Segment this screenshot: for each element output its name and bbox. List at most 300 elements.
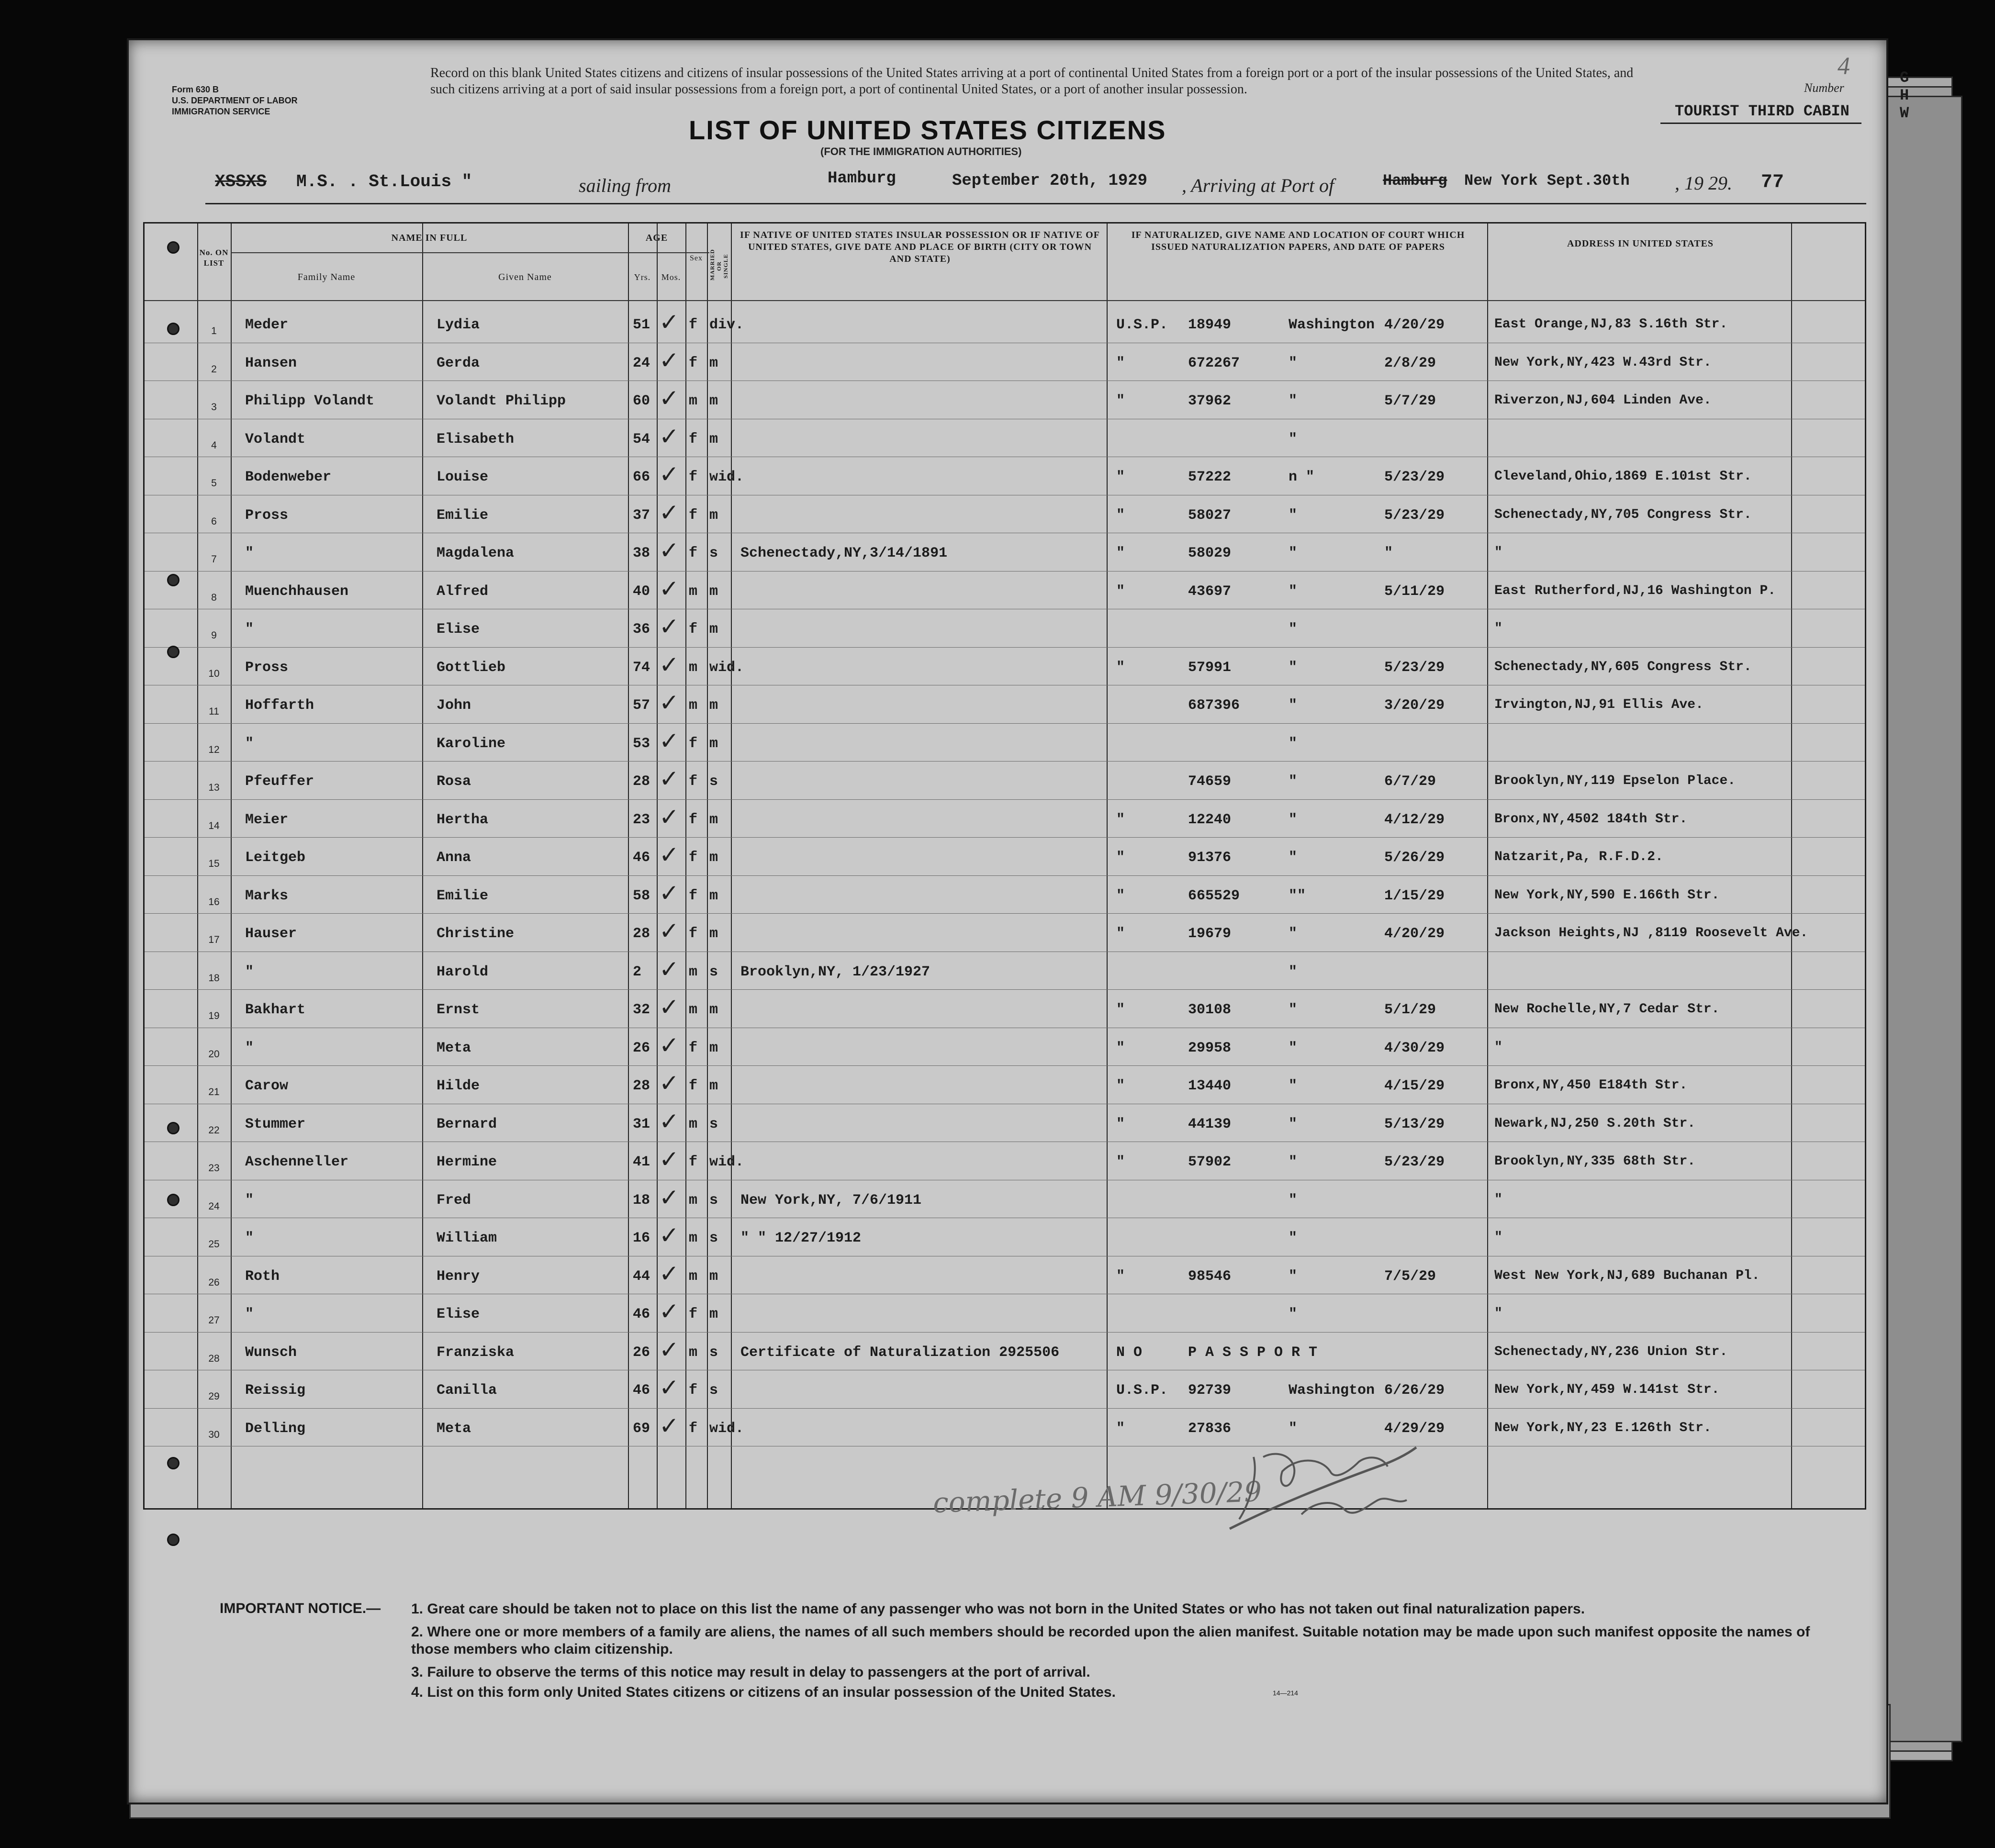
address: Cleveland,Ohio,1869 E.101st Str. — [1494, 469, 1752, 484]
paper-date: 4/20/29 — [1384, 317, 1445, 333]
passport-prefix: " — [1116, 545, 1125, 561]
header-age: AGE — [645, 233, 668, 243]
age-years: 53 — [633, 735, 650, 752]
address: Brooklyn,NY,335 68th Str. — [1494, 1154, 1696, 1169]
address: Newark,NJ,250 S.20th Str. — [1494, 1116, 1696, 1131]
age-years: 18 — [633, 1192, 650, 1209]
birth-place: Schenectady,NY,3/14/1891 — [740, 545, 948, 561]
sex: m — [689, 1116, 698, 1132]
check-mark-icon: ✓ — [659, 955, 679, 983]
row-number: 30 — [208, 1429, 220, 1440]
marital-status: m — [709, 1268, 718, 1285]
passport-prefix: " — [1116, 583, 1125, 600]
paper-date: 5/23/29 — [1384, 1154, 1445, 1170]
header-yrs: Yrs. — [634, 272, 651, 282]
passport-prefix: U.S.P. — [1116, 1382, 1168, 1399]
number-label: Number — [1804, 81, 1844, 95]
passport-prefix: U.S.P. — [1116, 317, 1168, 333]
passport-prefix: " — [1116, 811, 1125, 828]
passport-prefix: " — [1116, 659, 1125, 676]
header-sex: Sex — [690, 254, 703, 262]
paper-date: 5/26/29 — [1384, 850, 1445, 866]
check-mark-icon: ✓ — [659, 1031, 679, 1059]
family-name: Roth — [245, 1268, 280, 1285]
family-name: Reissig — [245, 1382, 306, 1399]
row-number: 21 — [208, 1086, 220, 1098]
voyage-rule — [205, 203, 1866, 204]
paper-date: 6/26/29 — [1384, 1382, 1445, 1399]
given-name: Henry — [437, 1268, 480, 1285]
number-value: G H W — [1900, 69, 1909, 122]
check-mark-icon: ✓ — [659, 1298, 679, 1325]
passport-number: 29958 — [1188, 1040, 1232, 1056]
passport-number: 30108 — [1188, 1002, 1232, 1018]
punch-hole — [167, 241, 179, 254]
page-title: LIST OF UNITED STATES CITIZENS — [689, 115, 1166, 145]
sex: f — [689, 850, 698, 866]
sex: f — [689, 1040, 698, 1056]
row-number: 2 — [211, 363, 217, 375]
given-name: Anna — [437, 850, 471, 866]
address: Bronx,NY,450 E184th Str. — [1494, 1078, 1688, 1093]
court-location: " — [1289, 735, 1298, 752]
marital-status: m — [709, 393, 718, 409]
address: New York,NY,423 W.43rd Str. — [1494, 355, 1712, 370]
check-mark-icon: ✓ — [659, 422, 679, 450]
row-number: 23 — [208, 1163, 220, 1174]
row-number: 14 — [208, 820, 220, 831]
family-name: Marks — [245, 887, 289, 904]
page-number: 77 — [1761, 172, 1784, 193]
check-mark-icon: ✓ — [659, 1107, 679, 1135]
check-mark-icon: ✓ — [659, 841, 679, 869]
row-number: 26 — [208, 1277, 220, 1288]
paper-date: 4/15/29 — [1384, 1078, 1445, 1094]
family-name: " — [245, 621, 254, 638]
paper-date: " — [1384, 545, 1393, 561]
family-name: Pross — [245, 507, 289, 524]
sex: m — [689, 583, 698, 600]
court-location: " — [1289, 1040, 1298, 1056]
row-rule — [145, 647, 1865, 648]
punch-hole — [167, 323, 179, 335]
address: New York,NY,590 E.166th Str. — [1494, 887, 1720, 903]
sex: m — [689, 963, 698, 980]
family-name: " — [245, 1040, 254, 1056]
given-name: Hertha — [437, 811, 489, 828]
check-mark-icon: ✓ — [659, 346, 679, 374]
passport-number: 19679 — [1188, 926, 1232, 942]
column-rule — [707, 224, 708, 1508]
passport-prefix: " — [1116, 1116, 1125, 1132]
address: New York,NY,23 E.126th Str. — [1494, 1420, 1712, 1435]
record-instructions: Record on this blank United States citizens and citizens of insular possessions of the United States arriving at a port of continental United States from a foreign port or a port of the insular possessions of the United States, and such citizens arriving at a port of said insular possessions from a foreign port, a port of continental United States, or a port of another insular possession. — [430, 66, 1634, 97]
marital-status: m — [709, 355, 718, 371]
court-location: " — [1289, 621, 1298, 638]
passport-prefix: " — [1116, 393, 1125, 409]
age-years: 41 — [633, 1154, 650, 1170]
address: Schenectady,NY,705 Congress Str. — [1494, 507, 1752, 522]
given-name: Harold — [437, 963, 489, 980]
address: Riverzon,NJ,604 Linden Ave. — [1494, 393, 1712, 408]
given-name: Canilla — [437, 1382, 497, 1399]
completion-note: complete 9 AM 9/30/29 — [932, 1475, 1263, 1519]
cabin-underline — [1660, 123, 1861, 124]
address: " — [1494, 1230, 1502, 1245]
age-years: 28 — [633, 926, 650, 942]
marital-status: m — [709, 697, 718, 714]
family-name: " — [245, 1192, 254, 1209]
passport-number: 92739 — [1188, 1382, 1232, 1399]
passport-prefix: " — [1116, 850, 1125, 866]
row-number: 8 — [211, 592, 217, 603]
age-years: 46 — [633, 850, 650, 866]
marital-status: m — [709, 735, 718, 752]
row-rule — [145, 913, 1865, 914]
sex: f — [689, 469, 698, 485]
address: Natzarit,Pa, R.F.D.2. — [1494, 850, 1663, 864]
marital-status: s — [709, 1192, 718, 1209]
passport-number: 74659 — [1188, 773, 1232, 790]
column-rule — [422, 224, 423, 1508]
given-name: Alfred — [437, 583, 489, 600]
court-location: " — [1289, 583, 1298, 600]
age-years: 28 — [633, 773, 650, 790]
sex: m — [689, 1192, 698, 1209]
passport-number: 27836 — [1188, 1420, 1232, 1437]
row-number: 17 — [208, 934, 220, 945]
marital-status: m — [709, 621, 718, 638]
given-name: Karoline — [437, 735, 506, 752]
age-years: 24 — [633, 355, 650, 371]
row-rule — [145, 761, 1865, 762]
age-years: 26 — [633, 1344, 650, 1361]
form-code: 14—214 — [1273, 1689, 1298, 1697]
address: East Rutherford,NJ,16 Washington P. — [1494, 583, 1776, 598]
address: Bronx,NY,4502 184th Str. — [1494, 811, 1688, 827]
family-name: " — [245, 1230, 254, 1246]
notice-item: 2. Where one or more members of a family are aliens, the names of all such members should be recorded upon the alien manifest. Suitable notation may be made upon such manifest opposite the names of those members who claim citizenship. — [411, 1624, 1810, 1657]
court-location: " — [1289, 659, 1298, 676]
given-name: Magdalena — [437, 545, 515, 561]
family-name: Carow — [245, 1078, 289, 1094]
birth-place: Brooklyn,NY, 1/23/1927 — [740, 963, 930, 980]
court-location: Washington — [1289, 1382, 1375, 1399]
family-name: Delling — [245, 1420, 306, 1437]
row-number: 25 — [208, 1239, 220, 1250]
passport-number: 672267 — [1188, 355, 1240, 371]
given-name: Hermine — [437, 1154, 497, 1170]
paper-date: 6/7/29 — [1384, 773, 1436, 790]
passport-prefix: " — [1116, 469, 1125, 485]
passport-number: 665529 — [1188, 887, 1240, 904]
family-name: " — [245, 1306, 254, 1322]
row-number: 12 — [208, 744, 220, 755]
sex: f — [689, 621, 698, 638]
header-no: No. ON LIST — [199, 248, 229, 268]
marital-status: m — [709, 507, 718, 524]
row-number: 20 — [208, 1048, 220, 1060]
notice-heading: IMPORTANT NOTICE.— — [220, 1601, 381, 1616]
passport-number: 44139 — [1188, 1116, 1232, 1132]
given-name: Volandt Philipp — [437, 393, 566, 409]
check-mark-icon: ✓ — [659, 803, 679, 831]
age-years: 28 — [633, 1078, 650, 1094]
family-name: " — [245, 545, 254, 561]
passport-number: 43697 — [1188, 583, 1232, 600]
check-mark-icon: ✓ — [659, 460, 679, 488]
court-location: " — [1289, 507, 1298, 524]
row-number: 18 — [208, 972, 220, 984]
passport-number: 57991 — [1188, 659, 1232, 676]
court-location: " — [1289, 1306, 1298, 1322]
header-family-name: Family Name — [297, 272, 356, 282]
court-location: Washington — [1289, 317, 1375, 333]
sex: f — [689, 507, 698, 524]
paper-date: 2/8/29 — [1384, 355, 1436, 371]
marital-status: m — [709, 431, 718, 448]
check-mark-icon: ✓ — [659, 917, 679, 945]
passenger-table — [143, 222, 1866, 1510]
family-name: Leitgeb — [245, 850, 306, 866]
age-years: 51 — [633, 317, 650, 333]
marital-status: s — [709, 773, 718, 790]
family-name: Volandt — [245, 431, 306, 448]
address: Irvington,NJ,91 Ellis Ave. — [1494, 697, 1704, 712]
age-years: 66 — [633, 469, 650, 485]
sex: f — [689, 1382, 698, 1399]
notice-item: 1. Great care should be taken not to place on this list the name of any passenger who was not born in the United States or who has not taken out final naturalization papers. — [411, 1601, 1585, 1617]
court-location: " — [1289, 850, 1298, 866]
marital-status: m — [709, 1306, 718, 1322]
passport-number: 687396 — [1188, 697, 1240, 714]
row-number: 15 — [208, 858, 220, 869]
check-mark-icon: ✓ — [659, 1145, 679, 1173]
page-subtitle: (FOR THE IMMIGRATION AUTHORITIES) — [820, 146, 1022, 157]
address: New York,NY,459 W.141st Str. — [1494, 1382, 1720, 1397]
passport-number: 58029 — [1188, 545, 1232, 561]
row-number: 27 — [208, 1315, 220, 1326]
marital-status: m — [709, 926, 718, 942]
sex: f — [689, 773, 698, 790]
age-years: 2 — [633, 963, 642, 980]
given-name: Lydia — [437, 317, 480, 333]
given-name: Elise — [437, 1306, 480, 1322]
row-number: 24 — [208, 1200, 220, 1212]
court-location: " — [1289, 926, 1298, 942]
given-name: Louise — [437, 469, 489, 485]
header-birth: IF NATIVE OF UNITED STATES INSULAR POSSESSION OR IF NATIVE OF UNITED STATES, GIVE DATE AND PLACE OF BIRTH (CITY OR TOWN AND STATE) — [740, 230, 1100, 264]
row-rule — [145, 799, 1865, 800]
punch-hole — [167, 1457, 179, 1469]
check-mark-icon: ✓ — [659, 537, 679, 564]
court-location: " — [1289, 1078, 1298, 1094]
passport-number: 12240 — [1188, 811, 1232, 828]
manifest-sheet — [127, 38, 1909, 1804]
age-years: 60 — [633, 393, 650, 409]
sex: m — [689, 1344, 698, 1361]
age-years: 54 — [633, 431, 650, 448]
given-name: Bernard — [437, 1116, 497, 1132]
given-name: Ernst — [437, 1002, 480, 1018]
address: " — [1494, 621, 1502, 636]
age-years: 69 — [633, 1420, 650, 1437]
row-rule — [145, 1408, 1865, 1409]
paper-date: 5/7/29 — [1384, 393, 1436, 409]
family-name: Meier — [245, 811, 289, 828]
column-rule — [1107, 224, 1108, 1508]
age-years: 16 — [633, 1230, 650, 1246]
family-name: Philipp Volandt — [245, 393, 375, 409]
address: West New York,NJ,689 Buchanan Pl. — [1494, 1268, 1760, 1283]
punch-hole — [167, 1534, 179, 1546]
row-number: 29 — [208, 1391, 220, 1402]
row-rule — [145, 1332, 1865, 1333]
row-number: 19 — [208, 1010, 220, 1021]
marital-status: m — [709, 583, 718, 600]
given-name: Emilie — [437, 887, 489, 904]
row-rule — [145, 723, 1865, 724]
row-number: 7 — [211, 554, 217, 565]
marital-status: m — [709, 811, 718, 828]
age-years: 44 — [633, 1268, 650, 1285]
given-name: Meta — [437, 1040, 471, 1056]
check-mark-icon: ✓ — [659, 1335, 679, 1364]
court-location: " — [1289, 1192, 1298, 1209]
arrival-port-struck: Hamburg — [1383, 172, 1447, 190]
sailing-date: September 20th, 1929 — [952, 172, 1148, 190]
paper-date: 4/12/29 — [1384, 811, 1445, 828]
sex: m — [689, 1268, 698, 1285]
check-mark-icon: ✓ — [659, 1183, 679, 1211]
address: " — [1494, 1040, 1502, 1055]
passport-prefix: " — [1116, 355, 1125, 371]
paper-date: 3/20/29 — [1384, 697, 1445, 714]
sex: m — [689, 659, 698, 676]
family-name: Bodenweber — [245, 469, 332, 485]
sex: f — [689, 811, 698, 828]
marital-status: wid. — [709, 1154, 744, 1170]
row-rule — [145, 989, 1865, 990]
sex: m — [689, 1230, 698, 1246]
given-name: Fred — [437, 1192, 471, 1209]
header-address: ADDRESS IN UNITED STATES — [1567, 238, 1714, 249]
marital-status: m — [709, 1040, 718, 1056]
marital-status: div. — [709, 317, 744, 333]
inspector-signature — [1220, 1428, 1426, 1553]
row-rule — [145, 875, 1865, 876]
passport-prefix: " — [1116, 1268, 1125, 1285]
sex: f — [689, 355, 698, 371]
punch-hole — [167, 574, 179, 586]
court-location: " — [1289, 811, 1298, 828]
court-location: " — [1289, 393, 1298, 409]
column-rule — [1487, 224, 1488, 1508]
passport-prefix: " — [1116, 507, 1125, 524]
department-name: U.S. DEPARTMENT OF LABOR — [172, 96, 298, 105]
arrival-year: , 19 29. — [1675, 172, 1732, 194]
ship-prefix-struck: XSSXS — [215, 172, 267, 191]
check-mark-icon: ✓ — [659, 689, 679, 717]
passport-number: 18949 — [1188, 317, 1232, 333]
age-years: 32 — [633, 1002, 650, 1018]
given-name: Franziska — [437, 1344, 515, 1361]
check-mark-icon: ✓ — [659, 1221, 679, 1249]
address: Schenectady,NY,236 Union Str. — [1494, 1344, 1728, 1359]
family-name: Hansen — [245, 355, 297, 371]
paper-date: 5/1/29 — [1384, 1002, 1436, 1018]
family-name: Hoffarth — [245, 697, 314, 714]
paper-date: 7/5/29 — [1384, 1268, 1436, 1285]
sex: f — [689, 317, 698, 333]
row-number: 6 — [211, 515, 217, 527]
sex: f — [689, 1154, 698, 1170]
age-years: 23 — [633, 811, 650, 828]
address: New Rochelle,NY,7 Cedar Str. — [1494, 1002, 1720, 1017]
age-years: 38 — [633, 545, 650, 561]
departure-port: Hamburg — [828, 169, 896, 188]
passport-number: 37962 — [1188, 393, 1232, 409]
given-name: Rosa — [437, 773, 471, 790]
court-location: "" — [1289, 887, 1306, 904]
given-name: William — [437, 1230, 497, 1246]
given-name: Gerda — [437, 355, 480, 371]
arrival-port: New York Sept.30th — [1464, 172, 1630, 190]
check-mark-icon: ✓ — [659, 574, 679, 603]
given-name: Meta — [437, 1420, 471, 1437]
column-rule — [731, 224, 732, 1508]
family-name: Pross — [245, 659, 289, 676]
marital-status: s — [709, 1230, 718, 1246]
column-rule — [231, 224, 232, 1508]
handwritten-number: 4 — [1838, 53, 1850, 80]
paper-date: 4/30/29 — [1384, 1040, 1445, 1056]
sex: f — [689, 1420, 698, 1437]
form-identifier — [172, 84, 325, 117]
row-rule — [145, 1065, 1865, 1066]
row-number: 10 — [208, 668, 220, 679]
notice-item: 4. List on this form only United States citizens or citizens of an insular possession of the United States. — [411, 1684, 1116, 1700]
header-name: NAME IN FULL — [391, 233, 468, 243]
given-name: John — [437, 697, 471, 714]
given-name: Hilde — [437, 1078, 480, 1094]
passport-number: 57222 — [1188, 469, 1232, 485]
column-rule — [1791, 224, 1792, 1508]
paper-date: 1/15/29 — [1384, 887, 1445, 904]
sex: f — [689, 545, 698, 561]
marital-status: wid. — [709, 1420, 744, 1437]
passport-prefix: N O — [1116, 1344, 1143, 1361]
sex: f — [689, 1078, 698, 1094]
court-location: " — [1289, 1002, 1298, 1018]
family-name: Muenchhausen — [245, 583, 349, 600]
check-mark-icon: ✓ — [659, 1069, 679, 1097]
court-location: " — [1289, 1116, 1298, 1132]
passport-prefix: " — [1116, 926, 1125, 942]
check-mark-icon: ✓ — [659, 993, 679, 1021]
check-mark-icon: ✓ — [659, 308, 679, 336]
passport-number: 58027 — [1188, 507, 1232, 524]
sex: m — [689, 1002, 698, 1018]
row-number: 16 — [208, 896, 220, 907]
row-number: 1 — [211, 325, 217, 336]
family-name: Meder — [245, 317, 289, 333]
punch-hole — [167, 1122, 179, 1134]
marital-status: m — [709, 887, 718, 904]
family-name: Pfeuffer — [245, 773, 314, 790]
court-location: " — [1289, 355, 1298, 371]
cabin-class: TOURIST THIRD CABIN — [1675, 102, 1849, 120]
